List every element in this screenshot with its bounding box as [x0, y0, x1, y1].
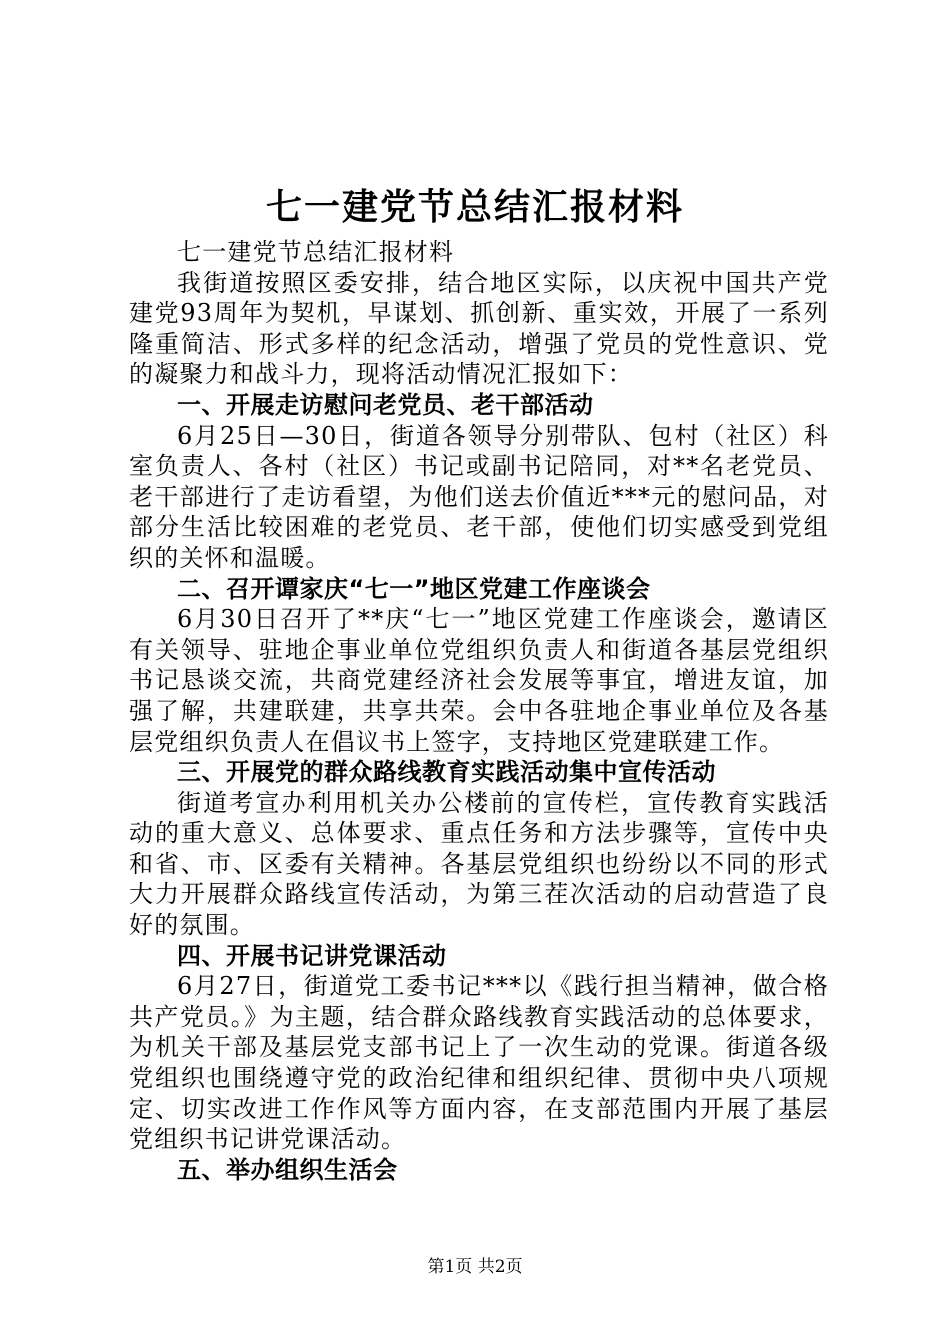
page-footer: 第1页 共2页 [427, 1257, 523, 1277]
paragraph-subtitle: 七一建党节总结汇报材料 [177, 238, 455, 266]
paragraph-section-1: 6月25日—30日，街道各领导分别带队、包村（社区）科室负责人、各村（社区）书记或副书记陪同，对**名老党员、老干部进行了走访看望，为他们送去价值近***元的慰问品，对部分生活比较困难的老党员、老干部，使他们切实感受到党组织的关怀和温暖。 [129, 421, 829, 572]
section-heading-4: 四、开展书记讲党课活动 [177, 941, 447, 970]
paragraph-intro: 我街道按照区委安排，结合地区实际，以庆祝中国共产党建党93周年为契机，早谋划、抓创新、重实效，开展了一系列隆重简洁、形式多样的纪念活动，增强了党员的党性意识、党的凝聚力和战斗力，现将活动情况汇报如下： [129, 268, 829, 389]
paragraph-section-4: 6月27日，街道党工委书记***以《践行担当精神，做合格共产党员。》为主题，结合群众路线教育实践活动的总体要求，为机关干部及基层党支部书记上了一次生动的党课。街道各级党组织也围绕遵守党的政治纪律和组织纪律、贯彻中央八项规定、切实改进工作作风等方面内容，在支部范围内开展了基层党组织书记讲党课活动。 [129, 972, 829, 1154]
section-heading-5: 五、举办组织生活会 [177, 1155, 398, 1184]
section-heading-2: 二、召开谭家庆“七一”地区党建工作座谈会 [177, 574, 651, 603]
paragraph-section-2: 6月30日召开了**庆“七一”地区党建工作座谈会，邀请区有关领导、驻地企事业单位党组织负责人和街道各基层党组织书记恳谈交流，共商党建经济社会发展等事宜，增进友谊，加强了解，共建联建，共享共荣。会中各驻地企事业单位及各基层党组织负责人在倡议书上签字，支持地区党建联建工作。 [129, 605, 829, 756]
section-heading-1: 一、开展走访慰问老党员、老干部活动 [177, 390, 594, 419]
document-body [129, 237, 829, 1185]
paragraph-section-3: 街道考宣办利用机关办公楼前的宣传栏，宣传教育实践活动的重大意义、总体要求、重点任务和方法步骤等，宣传中央和省、市、区委有关精神。各基层党组织也纷纷以不同的形式大力开展群众路线宣传活动，为第三茬次活动的启动营造了良好的氛围。 [129, 788, 829, 940]
document-title: 七一建党节总结汇报材料 [265, 187, 684, 228]
section-heading-3: 三、开展党的群众路线教育实践活动集中宣传活动 [177, 758, 716, 787]
